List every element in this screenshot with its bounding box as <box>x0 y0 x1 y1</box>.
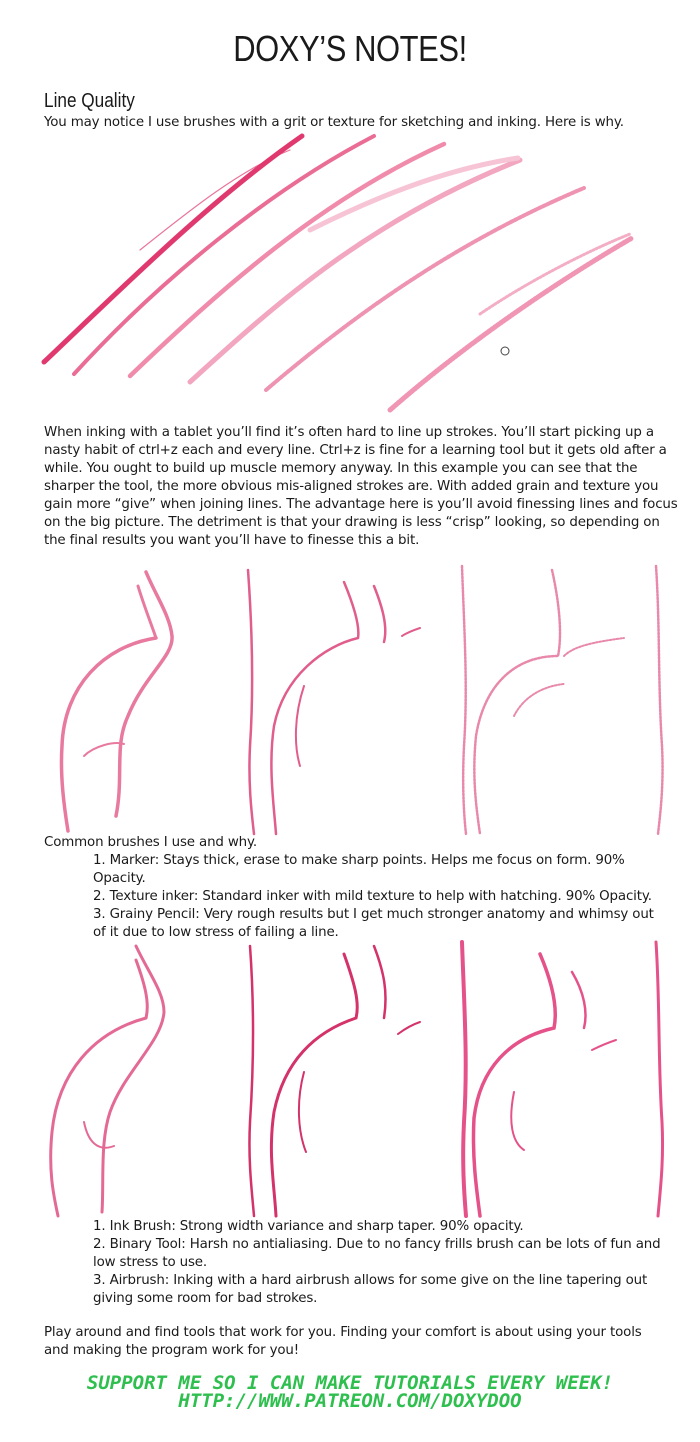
patreon-link[interactable]: HTTP://WWW.PATREON.COM/DOXYDOO <box>178 1390 522 1412</box>
stroke-samples-illustration <box>40 130 650 420</box>
stroke-texture-2 <box>130 144 444 376</box>
closing-text: Play around and find tools that work for you. Finding your comfort is about using your tools and making the program work for you! <box>44 1325 642 1358</box>
list-item: 2. Binary Tool: Harsh no antialiasing. Due to no fancy frills brush can be lots of fun and low stress to use. <box>93 1237 661 1270</box>
cursor-icon <box>501 347 509 355</box>
texture-inker-figure <box>248 570 420 834</box>
stroke-pencil-3 <box>480 234 630 314</box>
stroke-pencil-2 <box>390 238 632 410</box>
list-item: 1. Ink Brush: Strong width variance and sharp taper. 90% opacity. <box>93 1219 524 1234</box>
brush-list-2 <box>93 1218 673 1308</box>
marker-figure <box>61 572 172 831</box>
airbrush-figure <box>462 942 663 1216</box>
stroke-texture-3b <box>310 158 518 230</box>
list-item: 3. Airbrush: Inking with a hard airbrush allows for some give on the line tapering out giving some room for bad strokes. <box>93 1273 648 1306</box>
patreon-promo-text: SUPPORT ME SO I CAN MAKE TUTORIALS EVERY WEEK! <box>86 1372 614 1394</box>
figure-sketches-row-2 <box>44 942 664 1217</box>
page-title: DOXY’S NOTES! <box>233 28 467 69</box>
brushes-label: Common brushes I use and why. <box>44 835 257 850</box>
paragraph-1: When inking with a tablet you’ll find it’s often hard to line up strokes. You’ll start picking up a nasty habit of ctrl+z each and every line. Ctrl+z is fine for a learning tool but it gets old after a while. You ought to build up muscle memory anyway. In this example you can see that the sharper the tool, the more obvious mis-aligned strokes are. With added grain and texture you gain more “give” when joining lines. The advantage here is you’ll avoid finessing lines and focus on the big picture. The detriment is that your drawing is less “crisp” looking, so depending on the final results you want you’ll have to finesse this a bit. <box>44 425 678 548</box>
list-item: 2. Texture inker: Standard inker with mild texture to help with hatching. 90% Opacity. <box>93 889 652 904</box>
section-heading: Line Quality <box>44 90 135 112</box>
intro-text: You may notice I use brushes with a grit or texture for sketching and inking. Here is why. <box>44 115 624 130</box>
ink-brush-figure <box>51 946 164 1216</box>
brush-list-1 <box>93 852 665 942</box>
stroke-marker <box>44 136 302 362</box>
grainy-pencil-figure <box>462 566 663 834</box>
list-item: 3. Grainy Pencil: Very rough results but I get much stronger anatomy and whimsy out of it due to low stress of failing a line. <box>93 907 654 940</box>
binary-tool-figure <box>249 946 420 1216</box>
list-item: 1. Marker: Stays thick, erase to make sharp points. Helps me focus on form. 90% Opacity. <box>93 853 625 886</box>
figure-sketches-row-1 <box>44 566 664 836</box>
